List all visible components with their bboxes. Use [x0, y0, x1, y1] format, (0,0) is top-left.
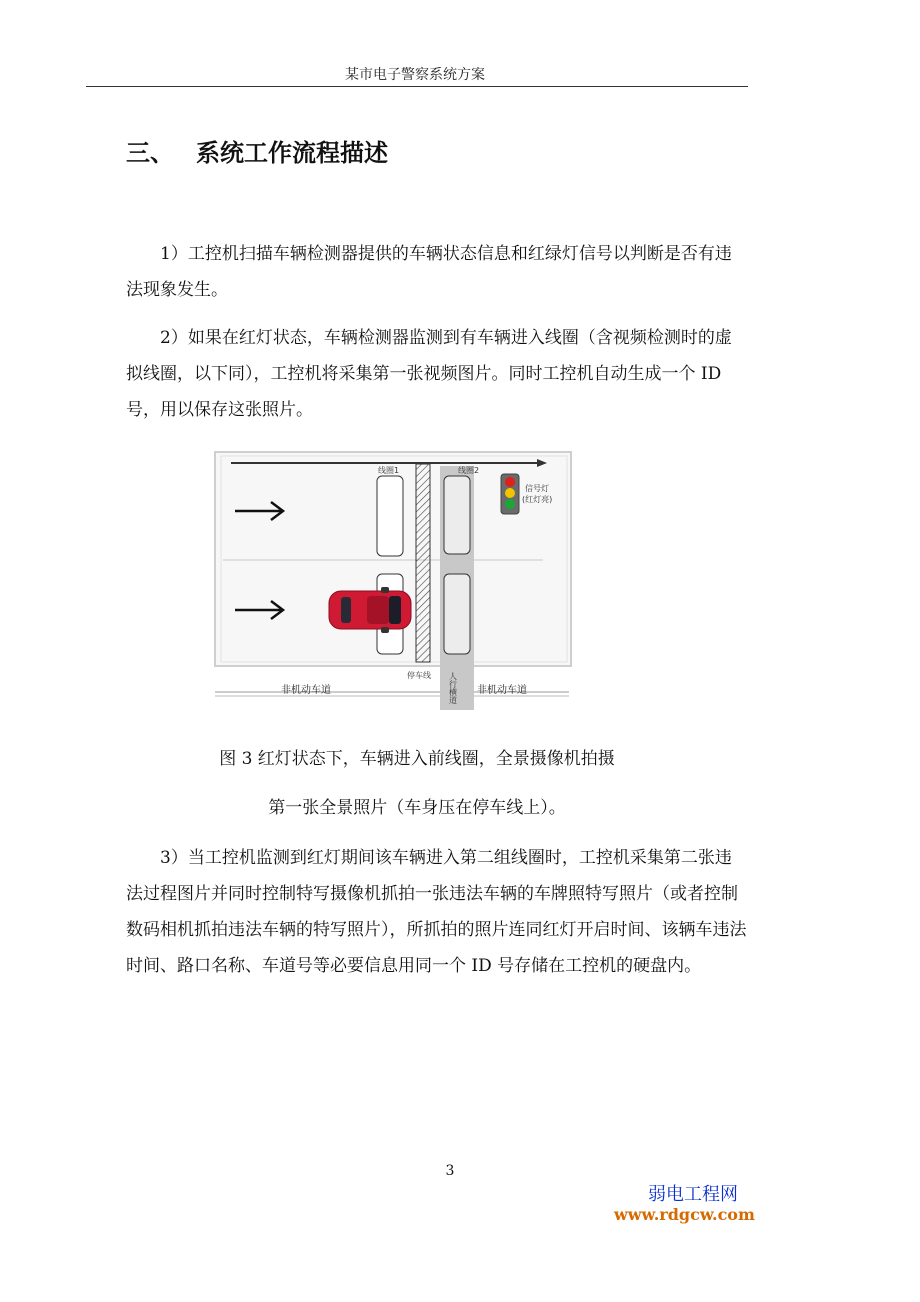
- paragraph-1: 1）工控机扫描车辆检测器提供的车辆状态信息和红绿灯信号以判断是否有违法现象发生。: [126, 244, 732, 300]
- site-url[interactable]: www.rdgcw.com: [614, 1205, 755, 1224]
- header-rule: [86, 86, 748, 87]
- coil-2-label: 线圈2: [458, 466, 480, 475]
- stop-line-label: 停车线: [407, 671, 431, 680]
- signal-yellow-light: [505, 488, 515, 498]
- coil-1-label: 线圈1: [378, 466, 400, 475]
- paragraph-3: 3）当工控机监测到红灯期间该车辆进入第二组线圈时，工控机采集第二张违法过程图片并同时控制特写摄像机抓拍一张违法车辆的车牌照特写照片（或者控制数码相机抓拍违法车辆的特写照片），所抓拍的照片连同红灯开启时间、该辆车违法时间、路口名称、车道号等必要信息用同一个 ID 号存储在工控机的硬盘内。: [126, 848, 747, 976]
- intersection-diagram: [213, 446, 573, 714]
- coil-1-lane-1: [377, 476, 403, 556]
- section-title: 系统工作流程描述: [196, 139, 388, 167]
- car-icon: [329, 587, 411, 633]
- coil-2-lane-1: [444, 476, 470, 554]
- signal-red-light: [505, 477, 515, 487]
- figure-caption-line-2: 第一张全景照片（车身压在停车线上）。: [268, 798, 566, 818]
- section-heading: [126, 133, 388, 168]
- crosswalk-label: 人行横道: [448, 672, 458, 704]
- running-header: 某市电子警察系统方案: [345, 67, 485, 83]
- section-number: 三、: [126, 139, 174, 167]
- paragraph-2: 2）如果在红灯状态，车辆检测器监测到有车辆进入线圈（含视频检测时的虚拟线圈，以下同），工控机将采集第一张视频图片。同时工控机自动生成一个 ID 号，用以保存这张照片。: [126, 328, 732, 420]
- signal-green-light: [505, 499, 515, 509]
- nonmotor-lane-left-label: 非机动车道: [281, 685, 331, 696]
- signal-state-label: (红灯亮): [522, 495, 553, 504]
- traffic-light-icon: [501, 474, 519, 514]
- page-number: 3: [445, 1163, 455, 1179]
- coil-2-lane-2: [444, 574, 470, 654]
- stop-line: [416, 464, 430, 662]
- site-name: 弱电工程网: [648, 1184, 738, 1205]
- nonmotor-lane-right-label: 非机动车道: [477, 685, 527, 696]
- figure-caption-line-1: 图 3 红灯状态下，车辆进入前线圈，全景摄像机拍摄: [219, 749, 615, 769]
- signal-label: 信号灯: [525, 484, 549, 493]
